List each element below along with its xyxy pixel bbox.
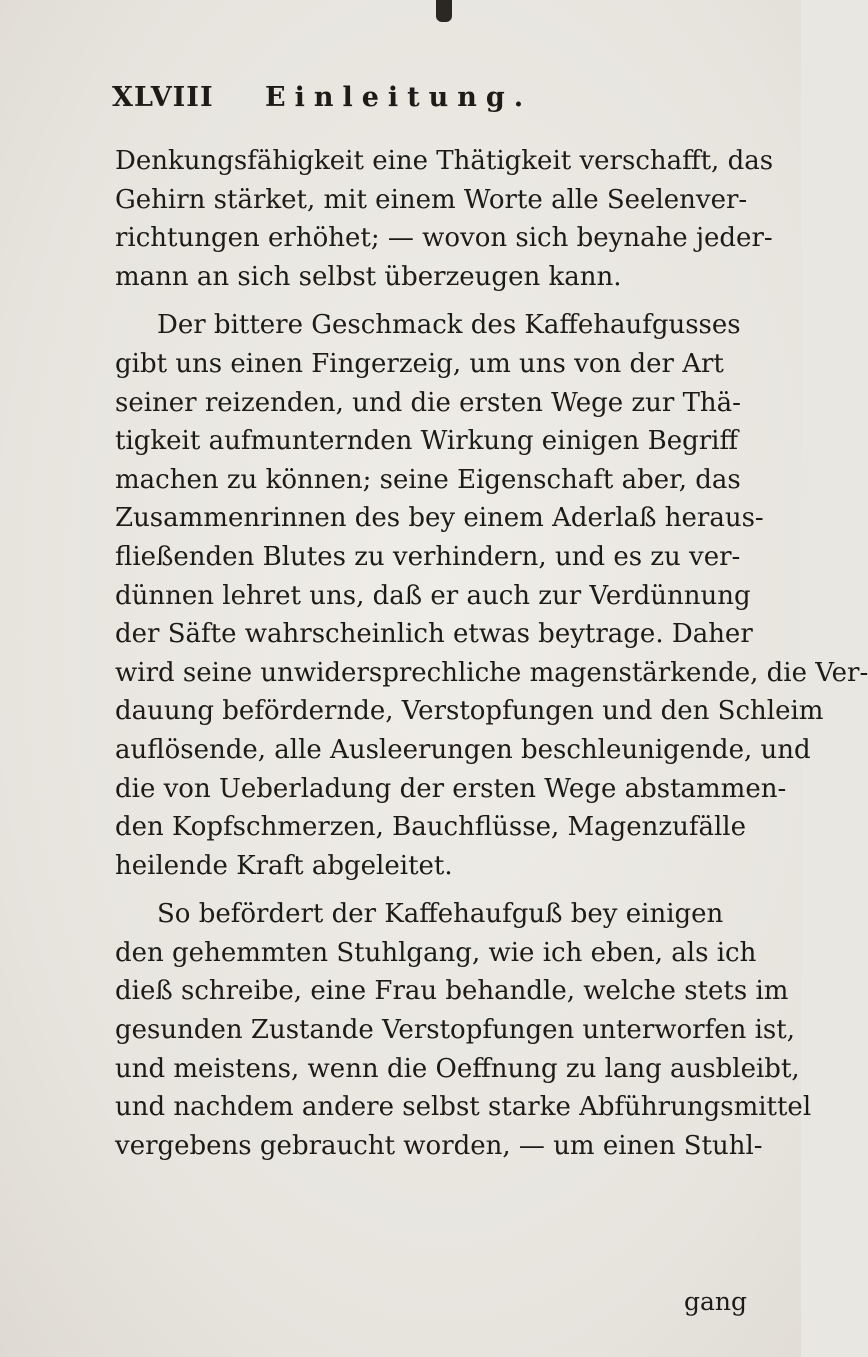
page-header — [112, 82, 632, 122]
page-edge-mark — [436, 0, 452, 22]
text-line: seiner reizenden, und die ersten Wege zur Thä- — [115, 387, 741, 418]
text-line: und meistens, wenn die Oeffnung zu lang ausbleibt, — [115, 1053, 800, 1084]
text-line: auflösende, alle Ausleerungen beschleunigende, und — [115, 734, 811, 765]
text-line: den Kopfschmerzen, Bauchflüsse, Magenzufälle — [115, 812, 746, 843]
page-number: XLVIII — [112, 82, 214, 113]
text-line: tigkeit aufmunternden Wirkung einigen Begriff — [115, 426, 738, 457]
text-line: gibt uns einen Fingerzeig, um uns von der Art — [115, 348, 724, 379]
text-line: Zusammenrinnen des bey einem Aderlaß heraus- — [115, 503, 764, 534]
catchword: gang — [684, 1287, 748, 1316]
text-line: die von Ueberladung der ersten Wege abstammen- — [115, 773, 787, 804]
running-title: Einleitung. — [265, 82, 533, 113]
text-line: dauung befördernde, Verstopfungen und den Schleim — [115, 696, 824, 727]
text-line: und nachdem andere selbst starke Abführungsmittel — [115, 1092, 812, 1123]
text-line: mann an sich selbst überzeugen kann. — [115, 261, 622, 292]
text-line: Gehirn stärket, mit einem Worte alle Seelenver- — [115, 184, 748, 215]
body-text — [115, 142, 868, 1165]
text-line: Der bittere Geschmack des Kaffehaufgusses — [157, 310, 741, 341]
text-line: heilende Kraft abgeleitet. — [115, 850, 453, 881]
text-line: dünnen lehret uns, daß er auch zur Verdünnung — [115, 580, 751, 611]
text-line: fließenden Blutes zu verhindern, und es zu ver- — [115, 541, 741, 572]
text-line: richtungen erhöhet; — wovon sich beynahe jeder- — [115, 223, 773, 254]
text-line: vergebens gebraucht worden, — um einen Stuhl- — [115, 1130, 763, 1161]
text-line: der Säfte wahrscheinlich etwas beytrage. Daher — [115, 619, 753, 650]
text-line: gesunden Zustande Verstopfungen unterworfen ist, — [115, 1015, 795, 1046]
text-line: machen zu können; seine Eigenschaft aber, das — [115, 464, 741, 495]
text-line: dieß schreibe, eine Frau behandle, welche stets im — [115, 976, 789, 1007]
text-line: wird seine unwidersprechliche magenstärkende, die Ver- — [115, 657, 868, 688]
text-line: den gehemmten Stuhlgang, wie ich eben, als ich — [115, 937, 757, 968]
text-line: Denkungsfähigkeit eine Thätigkeit verschafft, das — [115, 146, 774, 176]
text-line: So befördert der Kaffehaufguß bey einigen — [157, 899, 724, 930]
